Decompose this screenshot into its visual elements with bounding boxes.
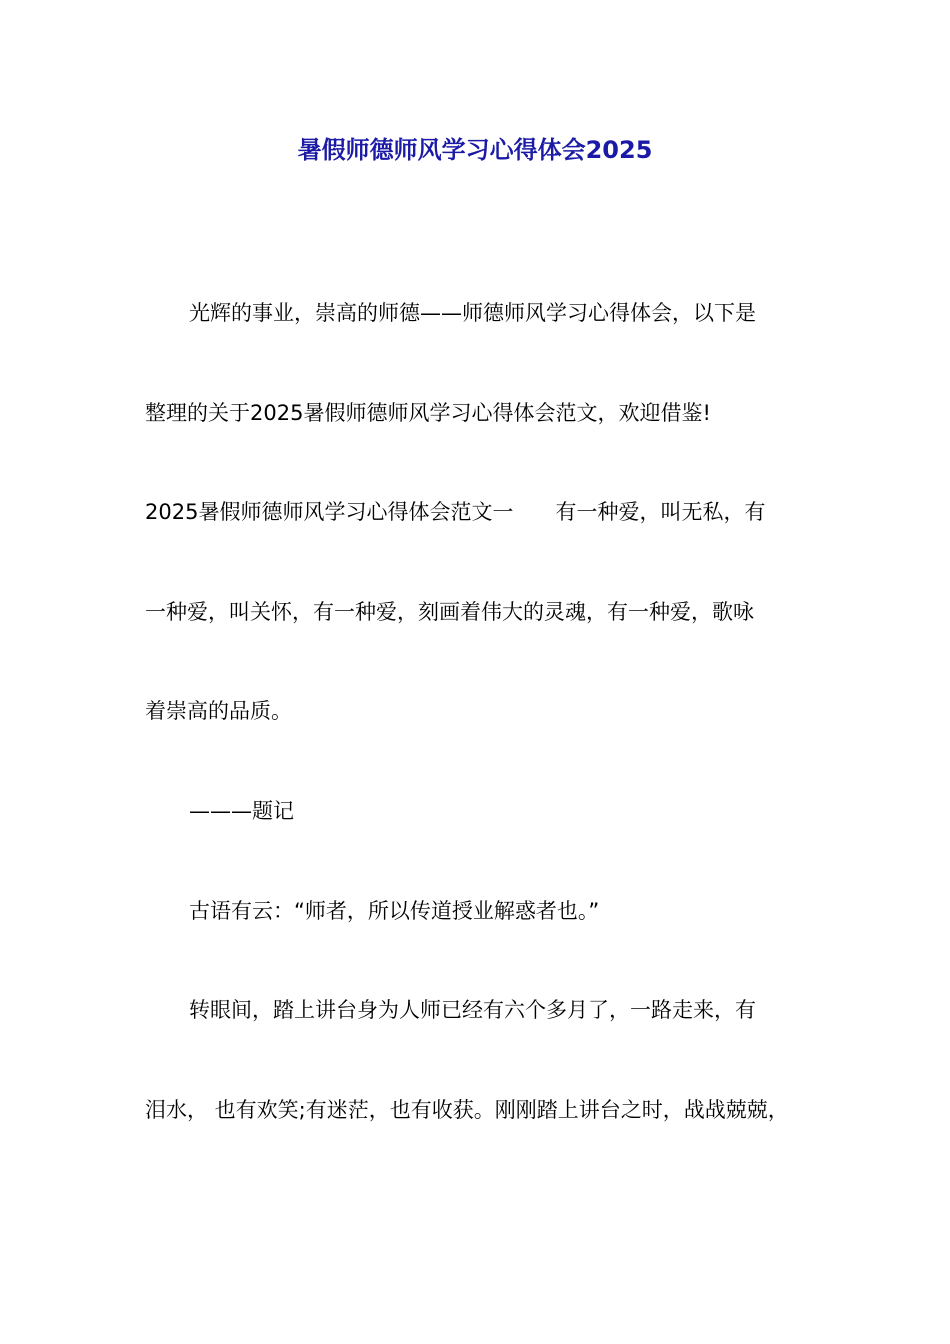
paragraph-line-9: 泪水， 也有欢笑;有迷茫，也有收获。刚刚踏上讲台之时，战战兢兢， xyxy=(145,1098,789,1122)
paragraph-line-2: 整理的关于2025暑假师德师风学习心得体会范文，欢迎借鉴! xyxy=(145,401,711,425)
document-title: 暑假师德师风学习心得体会2025 xyxy=(297,136,653,164)
paragraph-line-8: 转眼间，踏上讲台身为人师已经有六个多月了，一路走来，有 xyxy=(189,998,756,1022)
quote-line: 古语有云：“师者，所以传道授业解惑者也。” xyxy=(189,899,600,923)
paragraph-line-4: 一种爱，叫关怀，有一种爱，刻画着伟大的灵魂，有一种爱，歌咏 xyxy=(145,600,754,624)
paragraph-line-3: 2025暑假师德师风学习心得体会范文一 有一种爱，叫无私，有 xyxy=(145,500,766,524)
paragraph-line-5: 着崇高的品质。 xyxy=(145,699,292,723)
epigraph-attribution: ———题记 xyxy=(189,799,294,823)
paragraph-line-1: 光辉的事业，崇高的师德——师德师风学习心得体会，以下是 xyxy=(189,301,756,325)
